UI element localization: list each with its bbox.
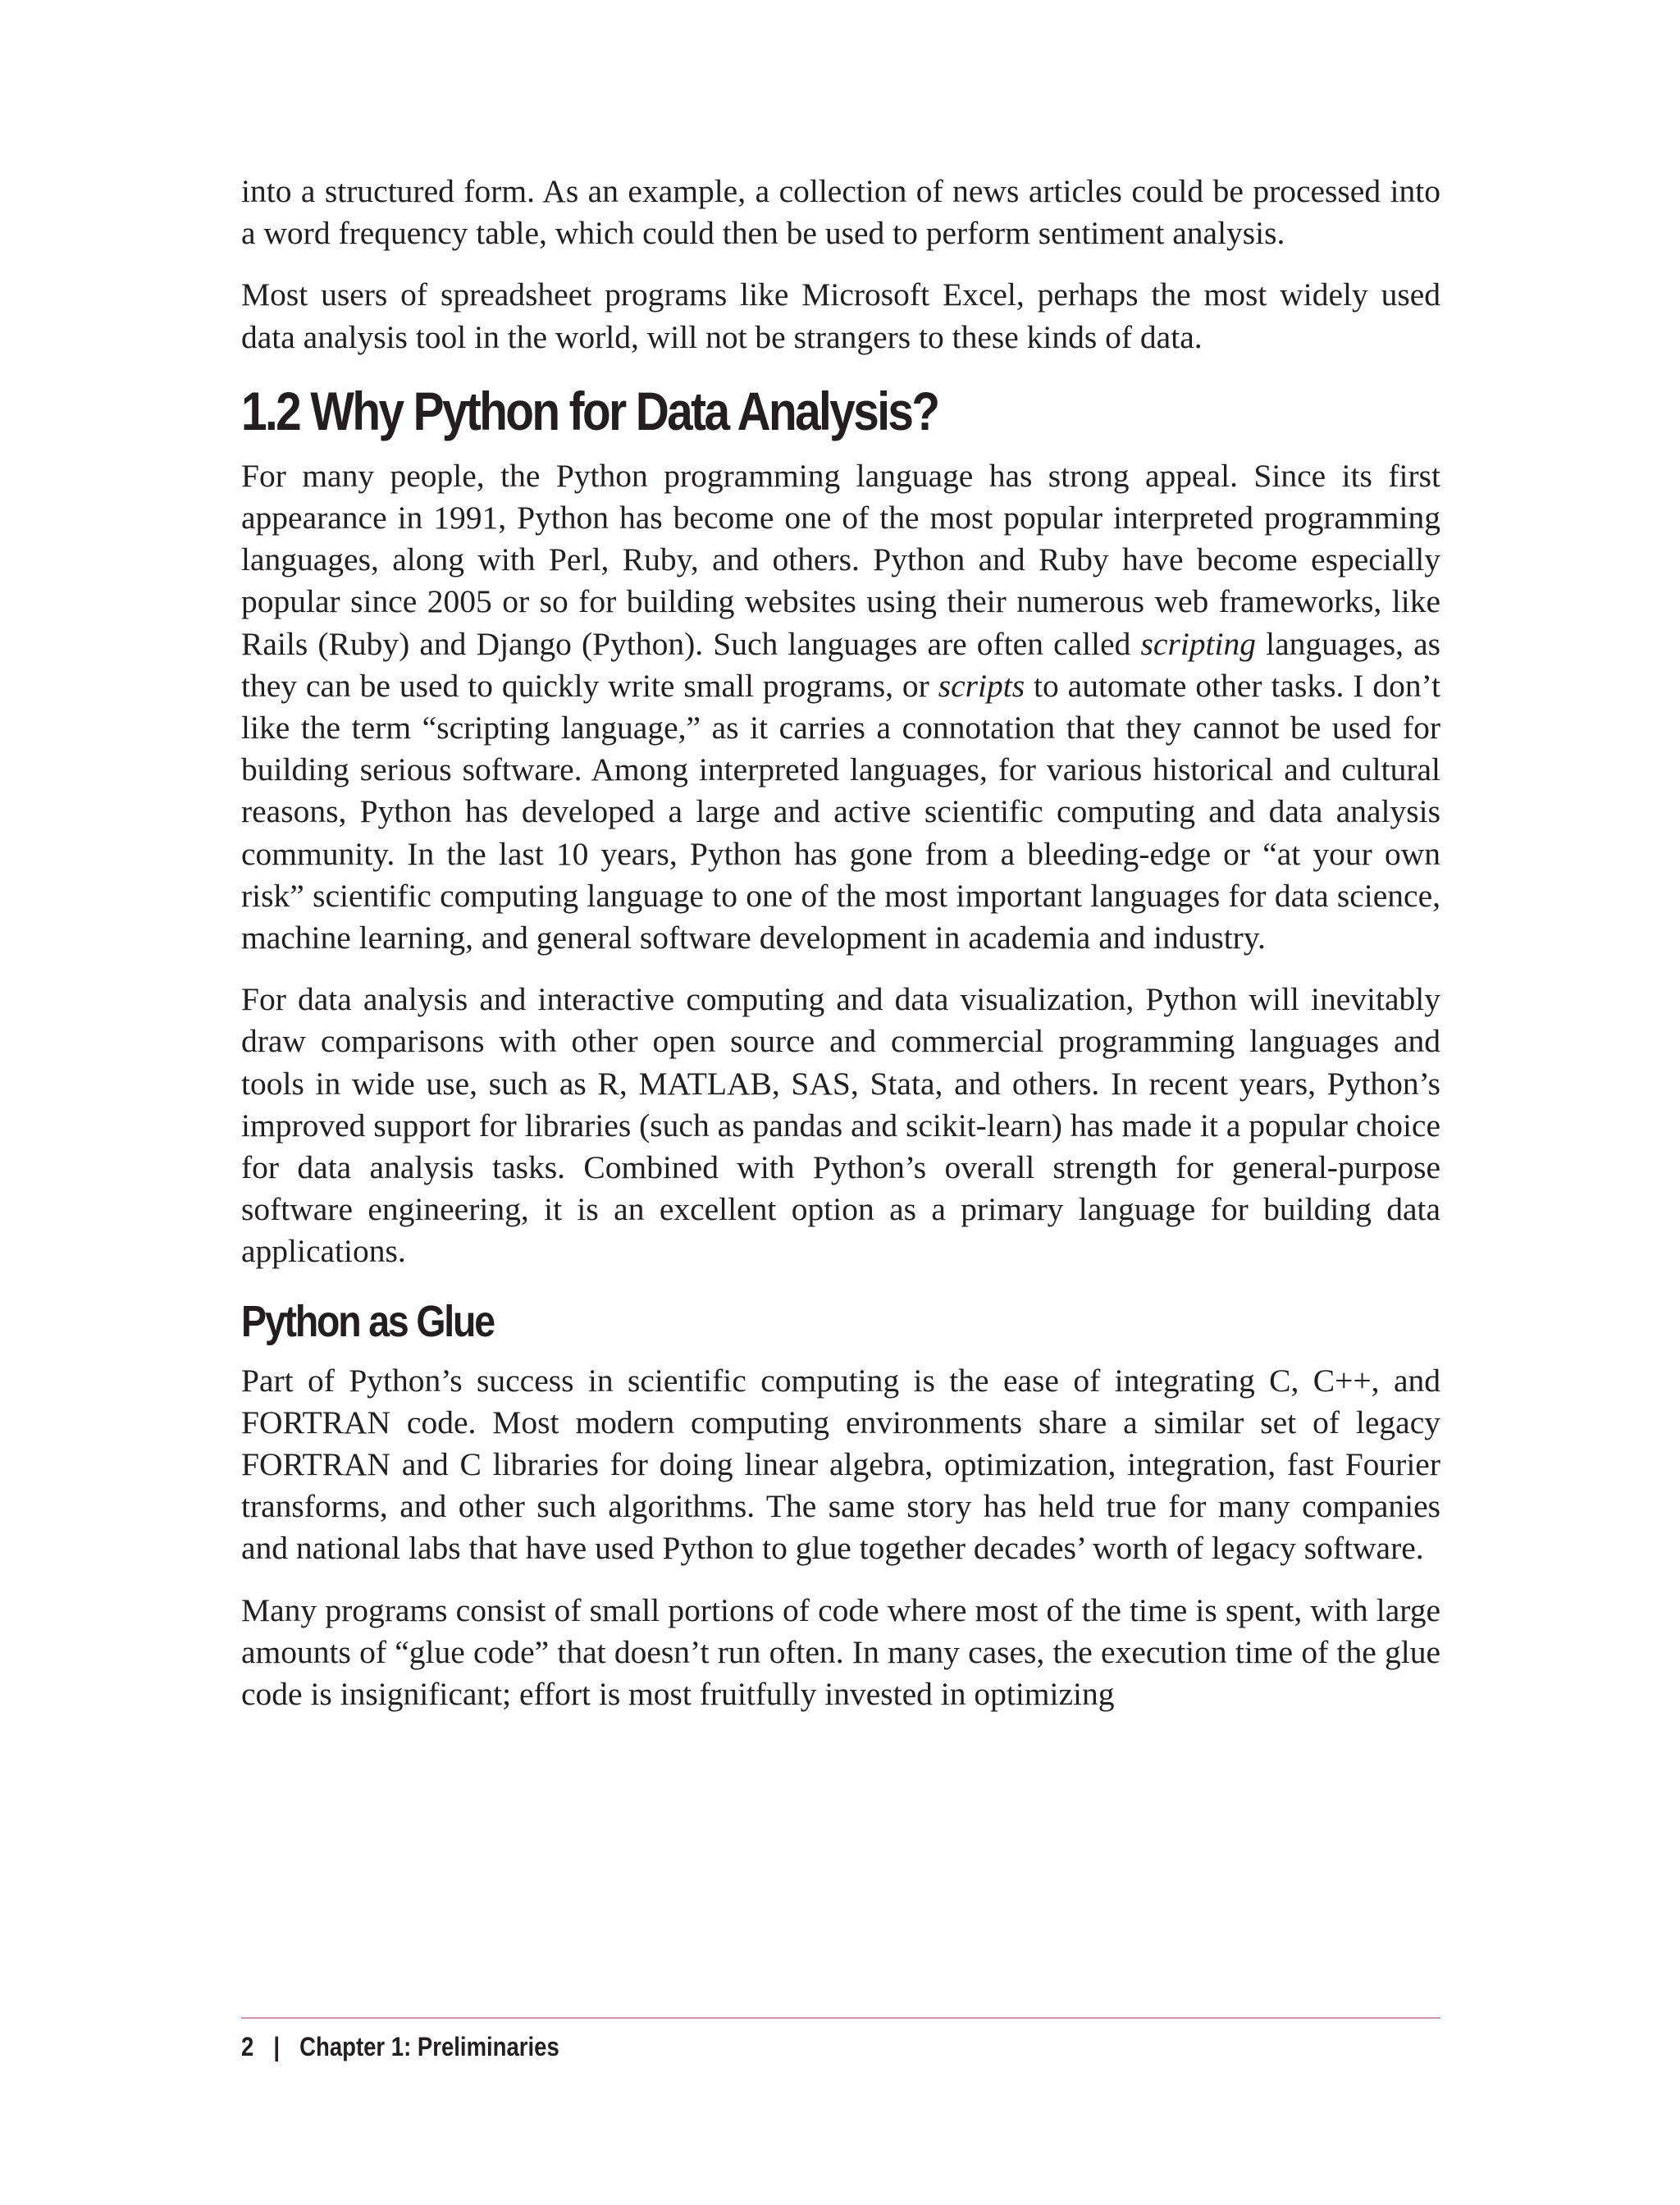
emphasis-scripting: scripting	[1140, 625, 1256, 662]
chapter-title: Chapter 1: Preliminaries	[299, 2032, 559, 2061]
paragraph-glue-code: Many programs consist of small portions of code where most of the time is spent, with large amounts of “glue code” that doesn’t run often. In many cases, the execution time of the glue code is insignificant; effort is most fruitfully invested in optimizing	[241, 1591, 1440, 1713]
section-heading-why-python: 1.2 Why Python for Data Analysis?	[241, 380, 938, 441]
paragraph-python-appeal	[241, 455, 1440, 959]
paragraph-python-appeal-part-3: to automate other tasks. I don’t like the term “scripting language,” as it carries a connotation that they cannot be used for building serious software. Among interpreted languages, for various historical and cultural reasons, Python has developed a large and active scientific computing and data analysis community. In the last 10 years, Python has gone from a bleeding-edge or “at your own risk” scientific computing language to one of the most important languages for data science, machine learning, and general software development in academia and industry.	[241, 667, 1441, 956]
paragraph-structured-form: into a structured form. As an example, a collection of news articles could be processed into a word frequency table, which could then be used to perform sentiment analysis.	[241, 173, 1440, 252]
footer-divider	[241, 2017, 1440, 2019]
paragraph-data-analysis-comparisons: For data analysis and interactive computing and data visualization, Python will inevitably draw comparisons with other open source and commercial programming languages and tools in wide use, such as R, MATLAB, SAS, Stata, and others. In recent years, Python’s improved support for libraries (such as pandas and scikit-learn) has made it a popular choice for data analysis tasks. Combined with Python’s overall strength for general-purpose software engineering, it is an excellent option as a primary language for building data applications.	[241, 981, 1440, 1270]
emphasis-scripts: scripts	[938, 667, 1025, 704]
subsection-heading-python-as-glue: Python as Glue	[241, 1296, 494, 1346]
page-number: 2	[241, 2032, 254, 2061]
paragraph-integrating-c-fortran: Part of Python’s success in scientific computing is the ease of integrating C, C++, and FORTRAN code. Most modern computing environments share a similar set of legacy FORTRAN and C libraries for doing linear algebra, optimization, integration, fast Fourier transforms, and other such algorithms. The same story has held true for many companies and national labs that have used Python to glue together decades’ worth of legacy software.	[241, 1362, 1440, 1567]
paragraph-python-appeal-part-2: languages, as they can be used to quickly write small programs, or	[241, 625, 1440, 704]
footer-text-group	[241, 2026, 559, 2067]
paragraph-spreadsheet-users: Most users of spreadsheet programs like Microsoft Excel, perhaps the most widely used data analysis tool in the world, will not be strangers to these kinds of data.	[241, 276, 1440, 355]
page-footer	[241, 2026, 611, 2067]
footer-separator: |	[273, 2032, 281, 2061]
page-body	[241, 171, 1440, 1735]
paragraph-python-appeal-part-1: For many people, the Python programming language has strong appeal. Since its first appearance in 1991, Python has become one of the most popular interpreted programming languages, along with Perl, Ruby, and others. Python and Ruby have become especially popular since 2005 or so for building websites using their numerous web frameworks, like Rails (Ruby) and Django (Python). Such languages are often called	[241, 457, 1440, 662]
